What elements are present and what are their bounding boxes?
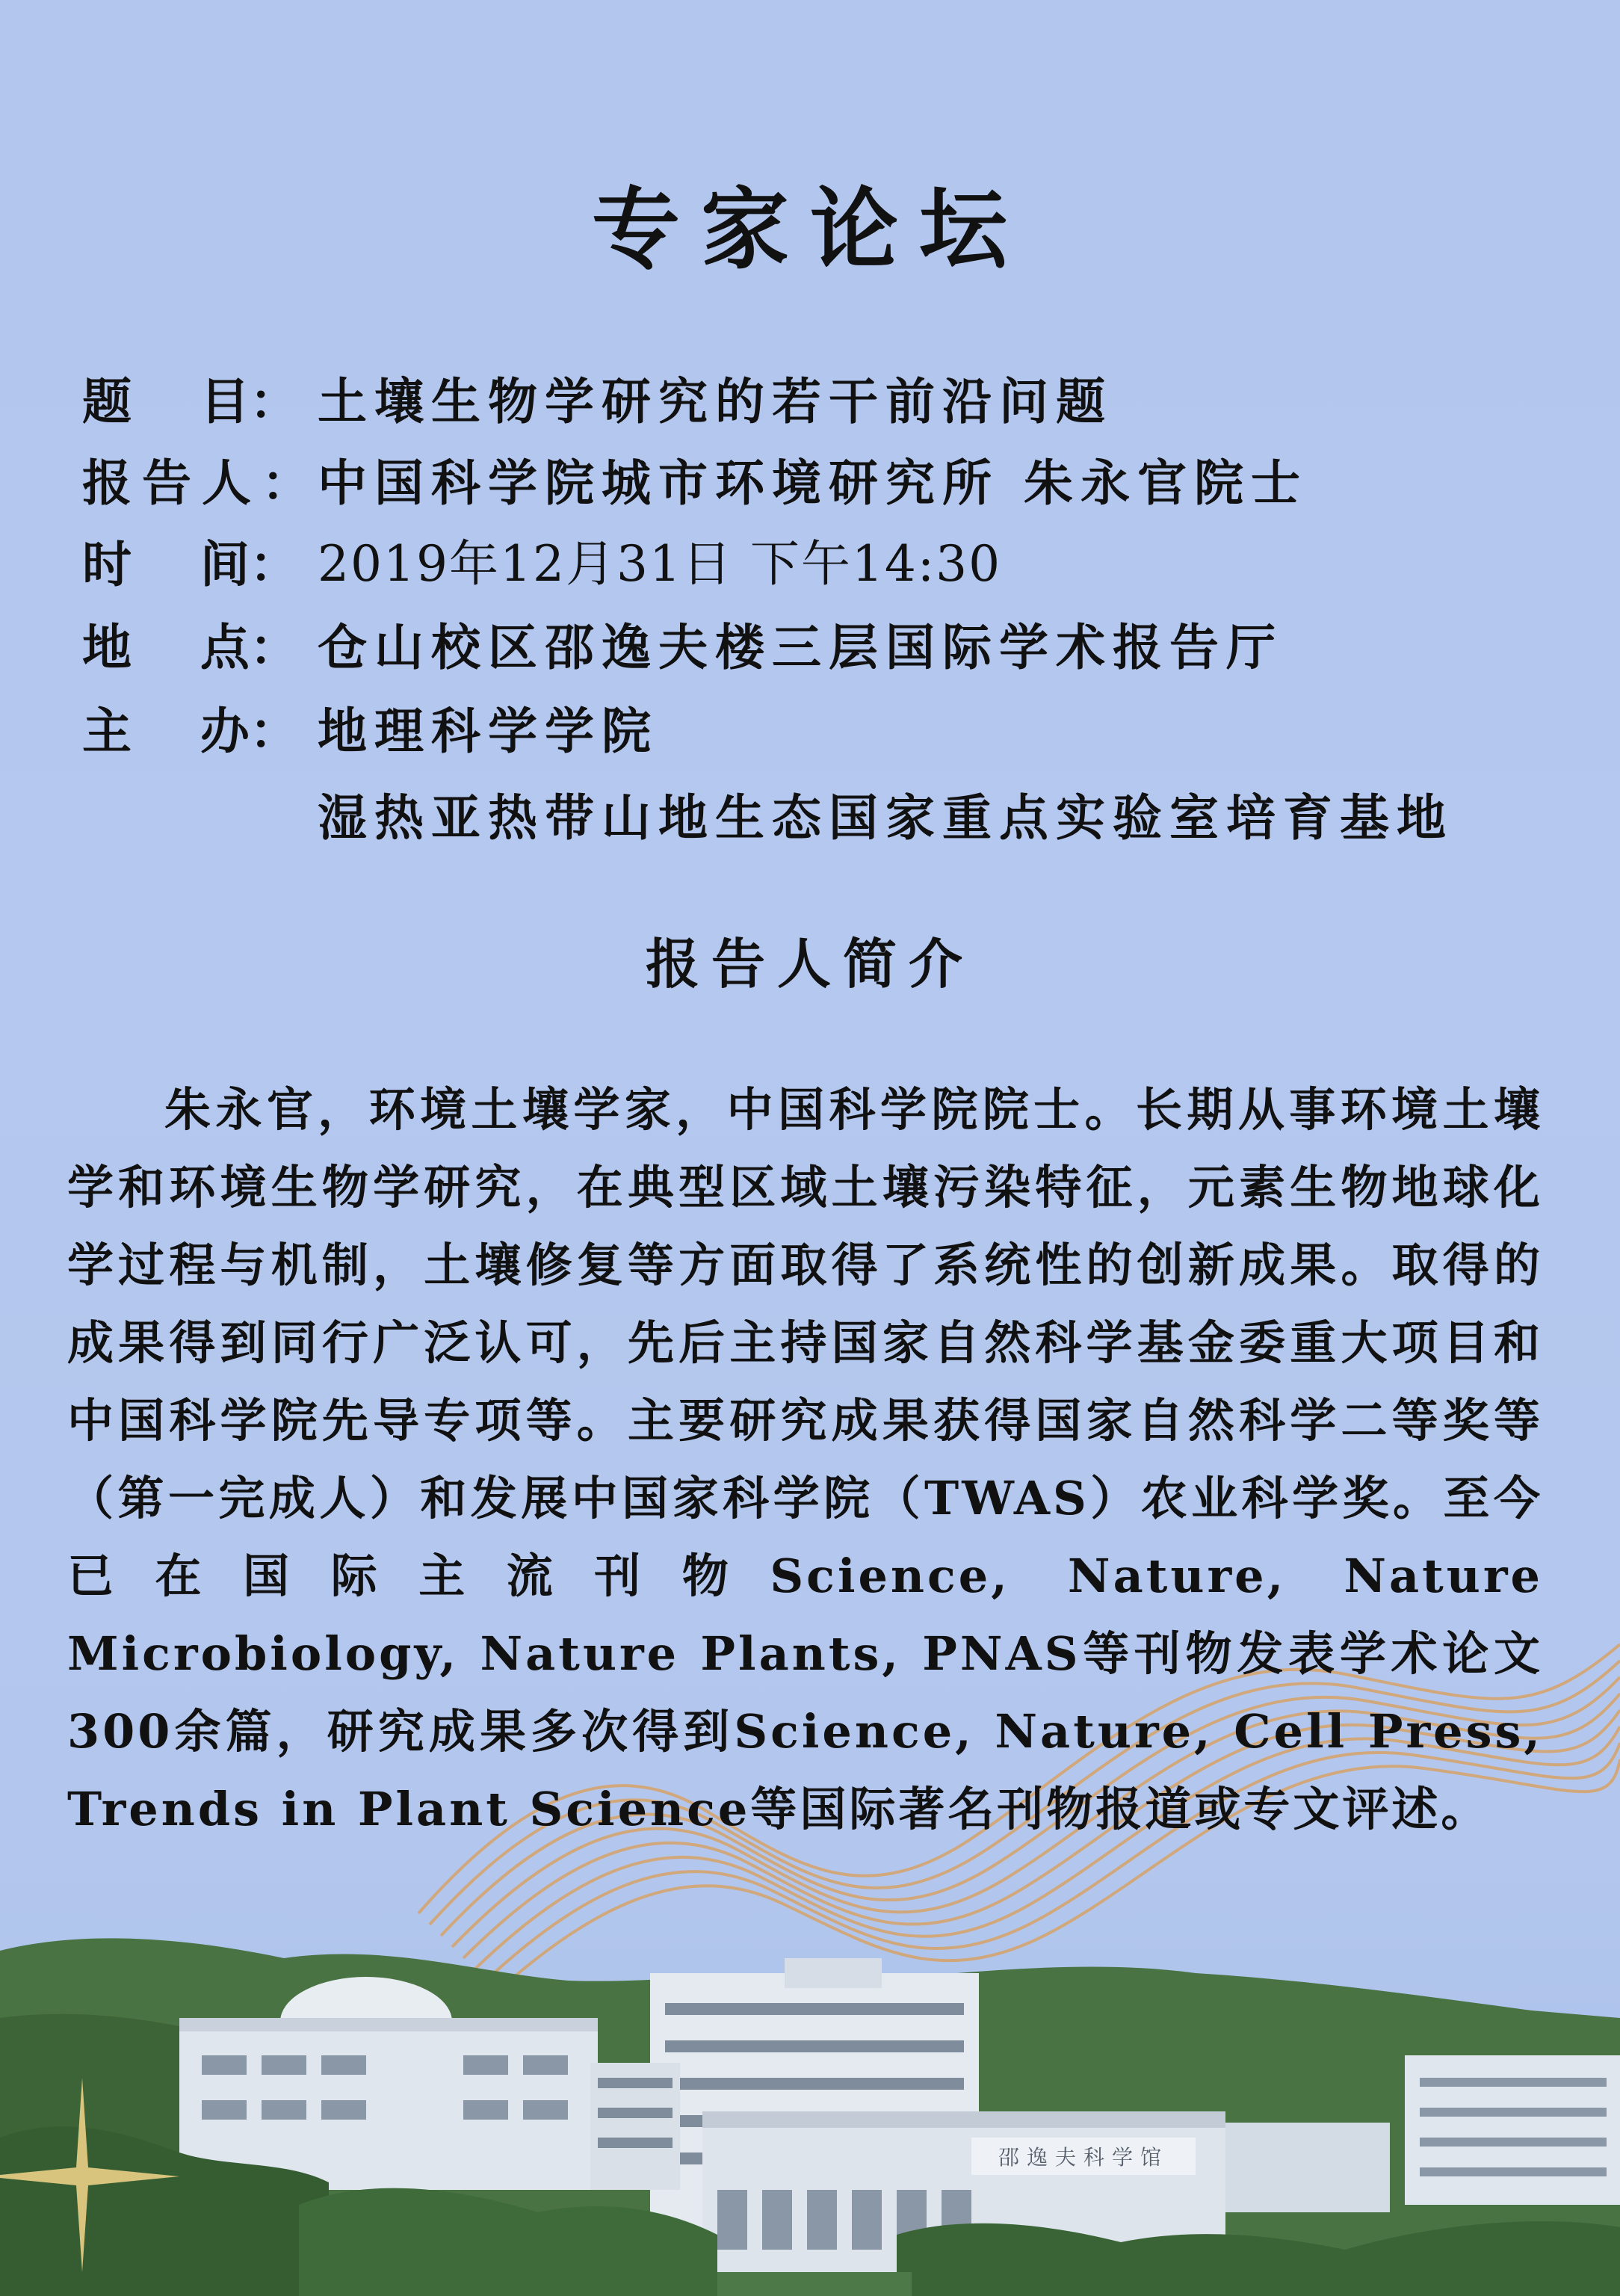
info-label-time: 时 间：	[82, 535, 299, 593]
page-title: 专家论坛	[591, 177, 1028, 281]
info-value-speaker: 中国科学院城市环境研究所 朱永官院士	[318, 454, 1308, 512]
info-label-topic: 题 目：	[82, 372, 299, 430]
bio-paragraph: 朱永官，环境土壤学家，中国科学院院士。长期从事环境土壤学和环境生物学研究，在典型区域土壤污染特征，元素生物地球化学过程与机制，土壤修复等方面取得了系统性的创新成果。取得的成果得到同行广泛认可，先后主持国家自然科学基金委重大项目和中国科学院先导专项等。主要研究成果获得国家自然科学二等奖等（第一完成人）和发展中国家科学院（TWAS）农业科学奖。至今已在国际主流刊物Science, Nature, Nature Microbiology, Nature Plants, PNAS等刊物发表学术论文300余篇，研究成果多次得到Science, Nature, Cell Press, Trends in Plant Science等国际著名刊物报道或专文评述。	[67, 1082, 1543, 1836]
info-value-time: 2019年12月31日 下午14:30	[318, 535, 1002, 593]
building-sign: 邵逸夫科学馆	[998, 2145, 1169, 2170]
info-value-host-2: 湿热亚热带山地生态国家重点实验室培育基地	[318, 789, 1453, 847]
info-value-host-1: 地理科学学院	[318, 702, 658, 760]
info-value-topic: 土壤生物学研究的若干前沿问题	[318, 372, 1113, 430]
info-label-speaker: 报告人：	[82, 454, 321, 512]
info-label-place: 地 点：	[82, 618, 299, 676]
info-value-place: 仓山校区邵逸夫楼三层国际学术报告厅	[318, 618, 1283, 676]
info-label-host: 主 办：	[82, 702, 299, 760]
bio-heading: 报告人简介	[645, 932, 974, 996]
